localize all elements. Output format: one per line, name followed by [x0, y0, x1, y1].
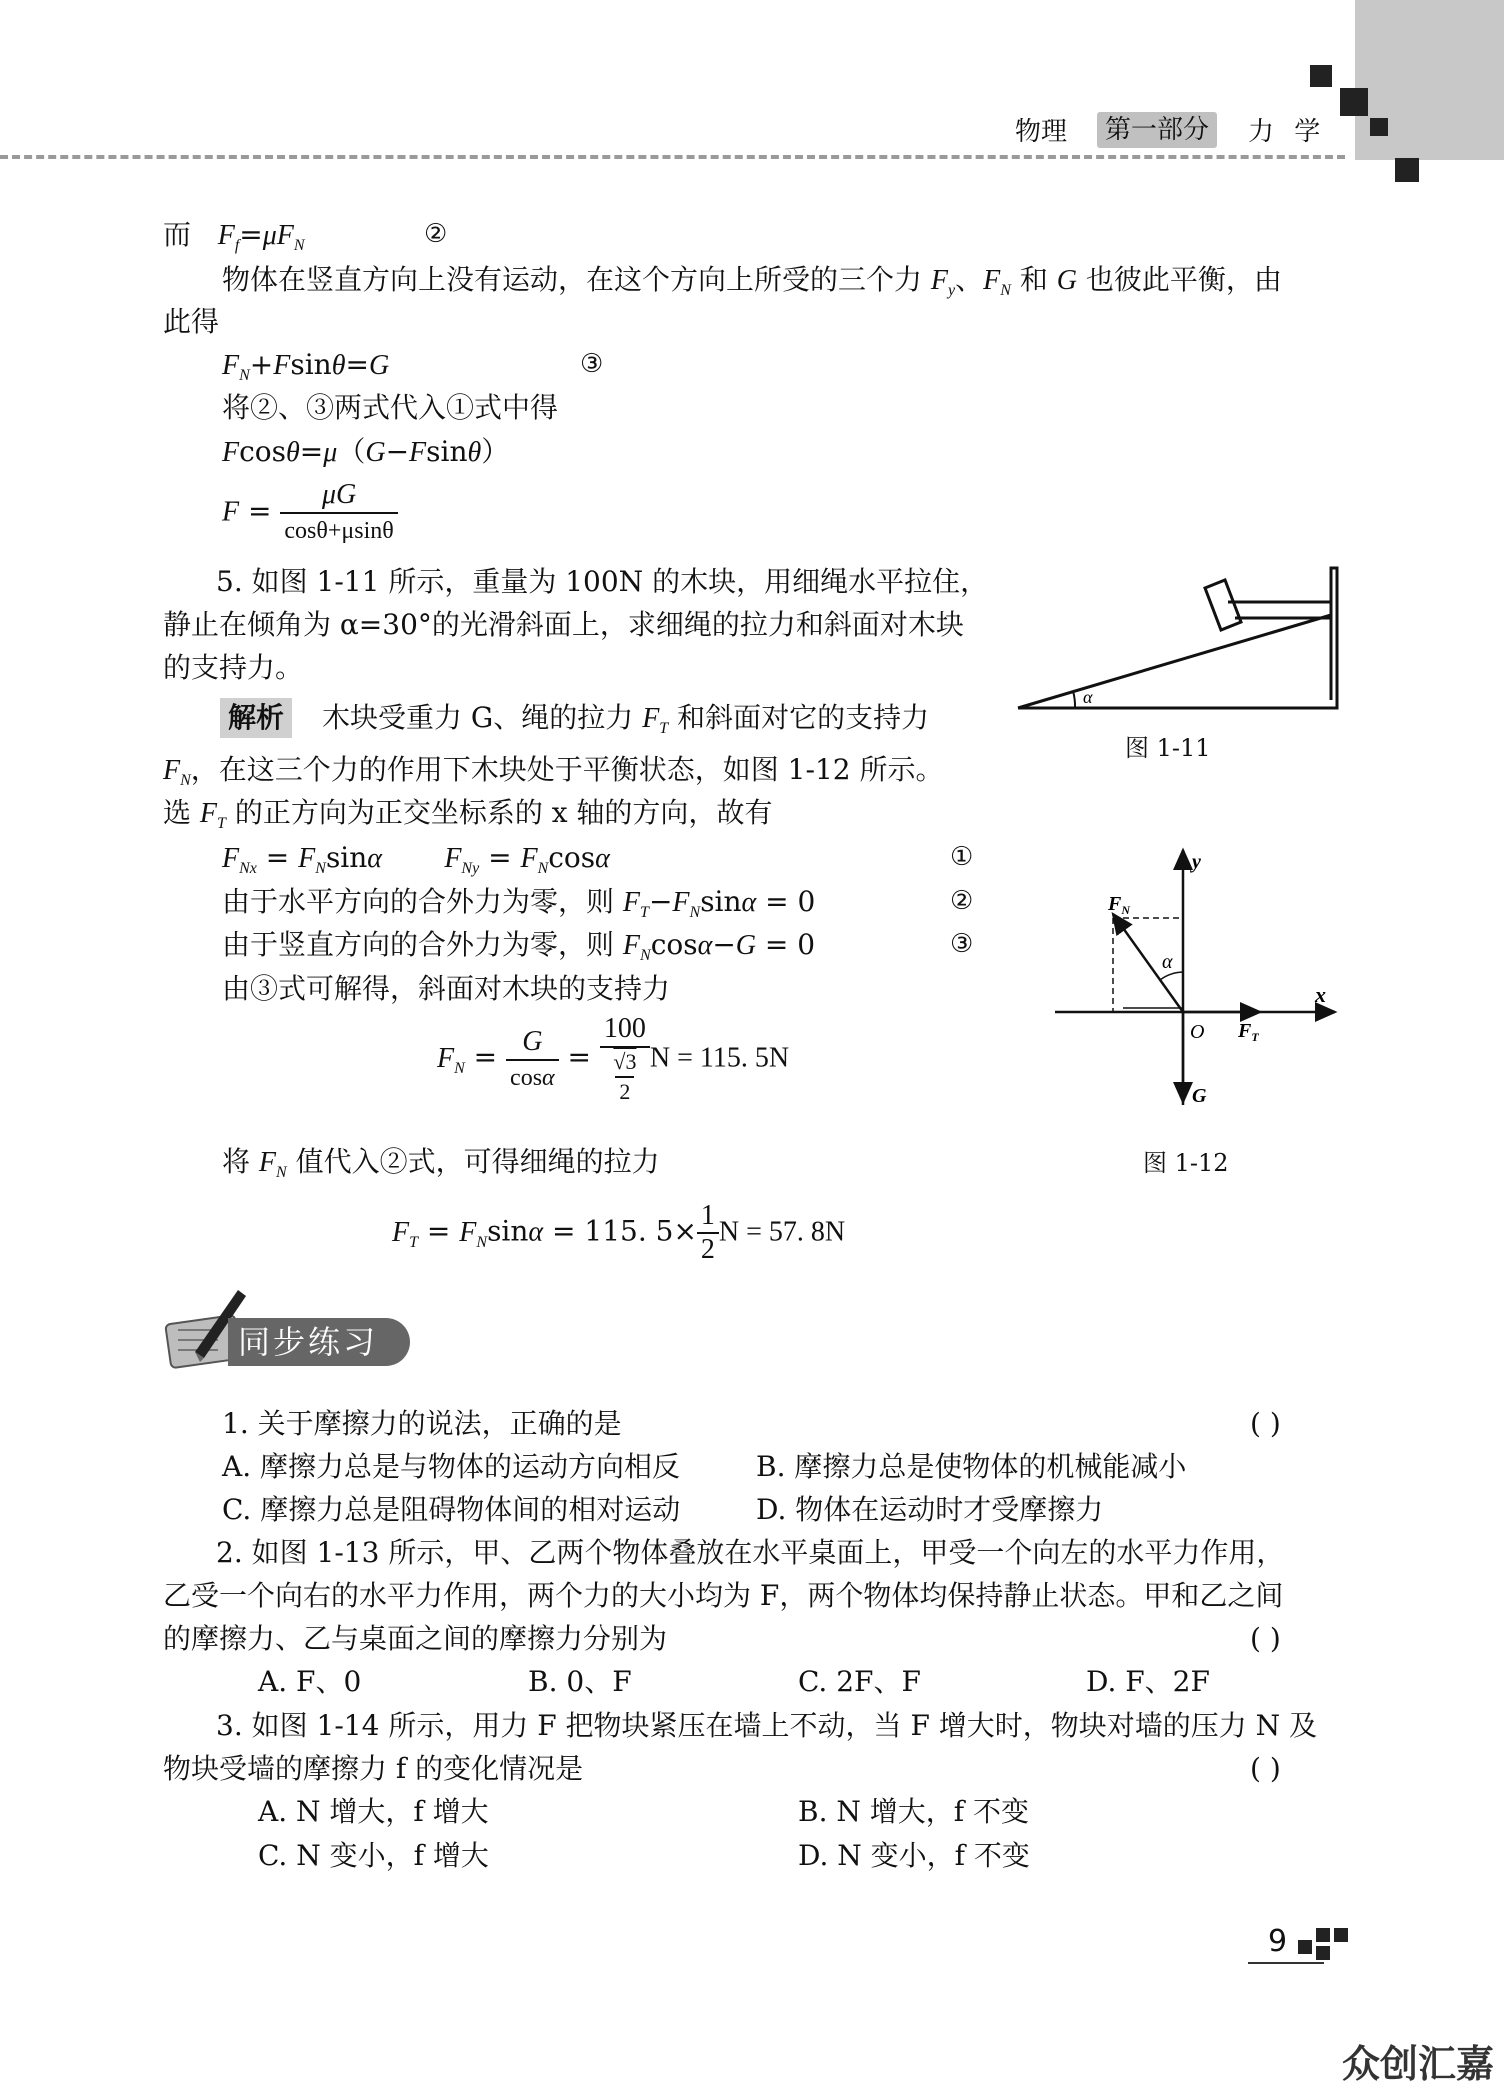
- q2-option-c[interactable]: C. 2F、F: [798, 1665, 921, 1698]
- figure-1-11: [1015, 560, 1345, 720]
- derivation-paragraph: 物体在竖直方向上没有运动，在这个方向上所受的三个力 $F_y$、$F_N$ 和 G 也彼此平衡，由: [222, 263, 1282, 299]
- derivation-line-ff: 而 $F_f=\mu F_N$: [163, 218, 305, 254]
- incline-slope: [1018, 615, 1331, 708]
- q1-option-b[interactable]: B. 摩擦力总是使物体的机械能减小: [756, 1450, 1187, 1483]
- q1-option-c[interactable]: C. 摩擦力总是阻碍物体间的相对运动: [222, 1493, 681, 1526]
- q2-answer-blank[interactable]: ( ): [1250, 1622, 1281, 1655]
- axis-y-label: y: [1192, 851, 1201, 873]
- force-ft-label: $F_T$: [1238, 1020, 1259, 1044]
- angle-label: α: [1083, 687, 1093, 707]
- page-number-rule: [1248, 1962, 1324, 1964]
- watermark: 众创汇嘉: [1342, 2042, 1495, 2086]
- result-fraction: $\frac{\mu G}{\cos\theta+\mu\sin\theta}$: [280, 478, 397, 548]
- analysis-line1: 木块受重力 G、绳的拉力 $F_T$ 和斜面对它的支持力: [322, 701, 930, 737]
- footer-deco-square: [1298, 1940, 1312, 1954]
- figure-1-12-caption: 图 1-12: [1143, 1149, 1229, 1177]
- q3-option-d[interactable]: D. N 变小，f 不变: [798, 1839, 1030, 1872]
- q3-stem-line2: 物块受墙的摩擦力 f 的变化情况是: [163, 1752, 584, 1785]
- header-subject: 物理: [1015, 117, 1068, 147]
- figure-1-12: [1050, 840, 1350, 1120]
- equation-number: ③: [950, 929, 974, 959]
- q1-option-d[interactable]: D. 物体在运动时才受摩擦力: [756, 1493, 1104, 1526]
- force-fn-vector: [1113, 914, 1183, 1012]
- incline-outline: [1018, 568, 1337, 708]
- axis-x-label: x: [1315, 982, 1326, 1007]
- footer-deco-square: [1316, 1946, 1330, 1960]
- q3-option-b[interactable]: B. N 增大，f 不变: [798, 1795, 1030, 1828]
- header-deco-square: [1310, 65, 1332, 87]
- analysis-line3: 选 $F_T$ 的正方向为正交坐标系的 x 轴的方向，故有: [163, 796, 773, 832]
- q1-stem: 1. 关于摩擦力的说法，正确的是: [222, 1407, 622, 1440]
- q2-option-b[interactable]: B. 0、F: [528, 1665, 632, 1698]
- q2-stem-line2: 乙受一个向右的水平力作用，两个力的大小均为 F，两个物体均保持静止状态。甲和乙之间: [163, 1579, 1284, 1612]
- q3-stem-line1: 3. 如图 1-14 所示，用力 F 把物块紧压在墙上不动，当 F 增大时，物块对墙的压力 N 及: [216, 1709, 1318, 1742]
- practice-title-banner: 同步练习: [228, 1318, 410, 1366]
- header-chapter: 力 学: [1248, 117, 1327, 147]
- q2-stem-line1: 2. 如图 1-13 所示，甲、乙两个物体叠放在水平桌面上，甲受一个向左的水平力作用，: [216, 1536, 1285, 1569]
- angle-arc: [1160, 972, 1183, 980]
- footer-deco-square: [1334, 1928, 1348, 1942]
- wooden-block: [1205, 580, 1241, 630]
- analysis-eq3: 由于竖直方向的合外力为零，则 $F_N\cos\alpha-G = 0$: [222, 928, 816, 964]
- q2-option-d[interactable]: D. F、2F: [1086, 1665, 1210, 1698]
- figure-1-11-caption: 图 1-11: [1125, 734, 1211, 762]
- force-fn-label: $F_N$: [1108, 893, 1131, 917]
- page-number: 9: [1268, 1924, 1288, 1959]
- derivation-eq3: $F_N+Fsin\theta=G$: [222, 348, 390, 384]
- derivation-result: F = $\frac{\mu G}{\cos\theta+\mu\sin\theta}$: [222, 478, 398, 548]
- force-g-label: G: [1192, 1085, 1207, 1107]
- header-dashed-rule: [0, 155, 1345, 159]
- q3-option-c[interactable]: C. N 变小，f 增大: [258, 1839, 489, 1872]
- analysis-tag: 解析: [220, 698, 292, 738]
- equation-number: ③: [580, 349, 604, 379]
- equation-number: ②: [950, 886, 974, 916]
- derivation-eq-balance: Fcosθ=μ（G−Fsinθ）: [222, 435, 510, 468]
- problem5-line2: 静止在倾角为 α=30°的光滑斜面上，求细绳的拉力和斜面对木块: [163, 608, 964, 641]
- footer-deco-square: [1316, 1928, 1330, 1942]
- equation-number: ②: [424, 219, 448, 249]
- q3-option-a[interactable]: A. N 增大，f 增大: [258, 1795, 489, 1828]
- q2-stem-line3: 的摩擦力、乙与桌面之间的摩擦力分别为: [163, 1622, 668, 1655]
- header-deco-square: [1395, 158, 1419, 182]
- analysis-eq2: 由于水平方向的合外力为零，则 $F_T-F_N\sin\alpha = 0$: [222, 885, 816, 921]
- derivation-substitution: 将②、③两式代入①式中得: [222, 391, 559, 424]
- substitute-fn-line: 将 $F_N$ 值代入②式，可得细绳的拉力: [222, 1145, 660, 1181]
- q2-option-a[interactable]: A. F、0: [258, 1665, 362, 1698]
- angle-arc: [1073, 691, 1075, 708]
- problem5-line3: 的支持力。: [163, 651, 304, 684]
- half-fraction: $\frac{1}{2}$: [697, 1200, 719, 1266]
- analysis-line2: $F_N$，在这三个力的作用下木块处于平衡状态，如图 1-12 所示。: [163, 753, 944, 789]
- header-part-badge: 第一部分: [1097, 112, 1217, 148]
- fn-formula: $F_N$ = $\frac{G}{\cos\alpha}$ = 100 √3 2 N = 115. 5N: [437, 1013, 790, 1104]
- q1-answer-blank[interactable]: ( ): [1250, 1407, 1281, 1440]
- derivation-paragraph-cont: 此得: [163, 305, 220, 338]
- equation-number: ①: [950, 842, 974, 872]
- ft-formula: $F_T = F_N\sin\alpha = 115$. 5× $\frac{1}{2}$ N = 57. 8N: [392, 1200, 846, 1265]
- fn-fraction-1: $\frac{G}{\cos\alpha}$: [506, 1024, 559, 1095]
- q3-answer-blank[interactable]: ( ): [1250, 1752, 1281, 1785]
- problem5-line1: 5. 如图 1-11 所示，重量为 100N 的木块，用细绳水平拉住，: [216, 565, 989, 598]
- origin-label: O: [1190, 1021, 1205, 1043]
- analysis-solve-line: 由③式可解得，斜面对木块的支持力: [222, 972, 671, 1005]
- header-deco-square: [1370, 118, 1388, 136]
- analysis-eq1: $F_{Nx} = F_N\sin\alpha$ $F_{Ny} = F_N\cos\alpha$: [222, 841, 610, 877]
- header-band: [1355, 0, 1504, 160]
- q1-option-a[interactable]: A. 摩擦力总是与物体的运动方向相反: [222, 1450, 681, 1483]
- angle-label: α: [1162, 951, 1173, 973]
- header-deco-square: [1340, 88, 1368, 116]
- fn-fraction-2: 100 √3 2: [600, 1012, 650, 1106]
